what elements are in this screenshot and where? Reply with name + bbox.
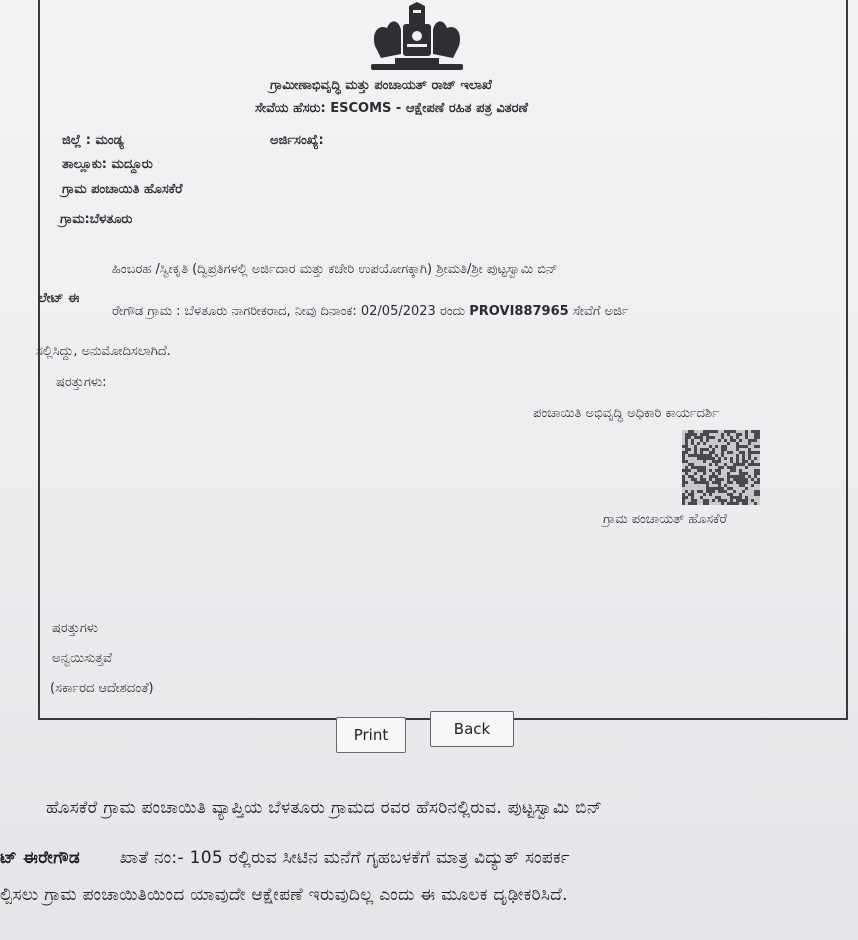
government-order-note: (ಸರ್ಕಾರದ ಆದೇಶದಂತೆ) bbox=[50, 681, 154, 696]
owner-name-fragment: ಟ್ ಈರೇಗೌಡ bbox=[0, 848, 81, 868]
qr-code-icon bbox=[682, 430, 760, 505]
back-button[interactable]: Back bbox=[430, 711, 514, 747]
khata-details-text: ಖಾತೆ ನಂ:- 105 ರಲ್ಲಿರುವ ಸೀಟಿನ ಮನೆಗೆ ಗೃಹಬಳಕೆಗೆ ಮಾತ್ರ ವಿದ್ಯುತ್ ಸಂಪರ್ಕ bbox=[119, 848, 570, 868]
certificate-statement-line-3: ಲ್ಪಿಸಲು ಗ್ರಾಮ ಪಂಚಾಯಿತಿಯಿಂದ ಯಾವುದೇ ಆಕ್ಷೇಪಣೆ ಇರುವುದಿಲ್ಲ ಎಂದು ಈ ಮೂಲಕ ದೃಢೀಕರಿಸಿದೆ. bbox=[0, 885, 568, 905]
application-number-field: ಅರ್ಜಿಸಂಖ್ಯೆ: bbox=[270, 133, 324, 148]
print-button[interactable]: Print bbox=[336, 717, 406, 753]
district-field: ಜಿಲ್ಲೆ : ಮಂಡ್ಯ bbox=[62, 133, 124, 148]
state-emblem-icon bbox=[365, 2, 469, 72]
terms-applicable: ಅನ್ವಯಿಸುತ್ತವೆ bbox=[52, 651, 112, 666]
certificate-statement-line-1: ಹೊಸಕೆರೆ ಗ್ರಾಮ ಪಂಚಾಯಿತಿ ವ್ಯಾಪ್ತಿಯ ಬೆಳತೂರು ಗ್ರಾಮದ ರವರ ಹೆಸರಿನಲ್ಲಿರುವ. ಪುಟ್ಟಸ್ವಾಮಿ ಬಿನ್ bbox=[46, 798, 603, 818]
village-field: ಗ್ರಾಮ:ಬೆಳತೂರು bbox=[60, 212, 133, 227]
acknowledgement-line-1: ಹಿಂಬರಹ /ಸ್ವೀಕೃತಿ (ದ್ವಿಪ್ರತಿಗಳಲ್ಲಿ ಅರ್ಜಿದಾರ ಮತ್ತು ಕಚೇರಿ ಉಪಯೋಗಕ್ಕಾಗಿ) ಶ್ರೀಮತಿ/ಶ್ರೀ ಪುಟ್ಟಸ್ವಾಮಿ ಬಿನ್ bbox=[112, 262, 558, 277]
department-title: ಗ್ರಾಮೀಣಾಭಿವೃದ್ಧಿ ಮತ್ತು ಪಂಚಾಯತ್ ರಾಜ್ ಇಲಾಖೆ bbox=[270, 78, 492, 93]
reference-number: PROVI887965 bbox=[469, 304, 569, 319]
application-details-text: ರೇಗೌಡ ಗ್ರಾಮ : ಬೆಳತೂರು ನಾಗರೀಕರಾದ, ನೀವು ದಿನಾಂಕ: 02/05/2023 ರಂದು bbox=[112, 304, 466, 319]
signatory-office: ಗ್ರಾಮ ಪಂಚಾಯತ್ ಹೊಸಕೆರೆ bbox=[603, 512, 727, 527]
conditions-label: ಷರತ್ತುಗಳು: bbox=[56, 375, 107, 390]
acknowledgement-line-3 bbox=[112, 304, 629, 319]
service-name: ಸೇವೆಯ ಹೆಸರು: ESCOMS - ಆಕ್ಷೇಪಣೆ ರಹಿತ ಪತ್ರ ವಿತರಣೆ bbox=[255, 101, 528, 116]
terms-label: ಷರತ್ತುಗಳು bbox=[52, 621, 99, 636]
acknowledgement-line-2: ಲೇಟ್ ಈ bbox=[38, 291, 80, 306]
signatory-title: ಪಂಚಾಯಿತಿ ಅಭಿವೃದ್ಧಿ ಅಧಿಕಾರಿ ಕಾರ್ಯದರ್ಶಿ bbox=[533, 406, 719, 421]
service-application-text: ಸೇವೆಗೆ ಅರ್ಜಿ bbox=[572, 304, 629, 319]
gram-panchayat-field: ಗ್ರಾಮ ಪಂಚಾಯಿತಿ ಹೊಸಕೆರೆ bbox=[62, 182, 183, 197]
taluk-field: ತಾಲ್ಲೂಕು: ಮದ್ದೂರು bbox=[62, 157, 153, 172]
certificate-statement-line-2 bbox=[0, 848, 570, 868]
approval-text: ಸಲ್ಲಿಸಿದ್ದು, ಅನುಮೋದಿಸಲಾಗಿದೆ. bbox=[36, 344, 171, 359]
